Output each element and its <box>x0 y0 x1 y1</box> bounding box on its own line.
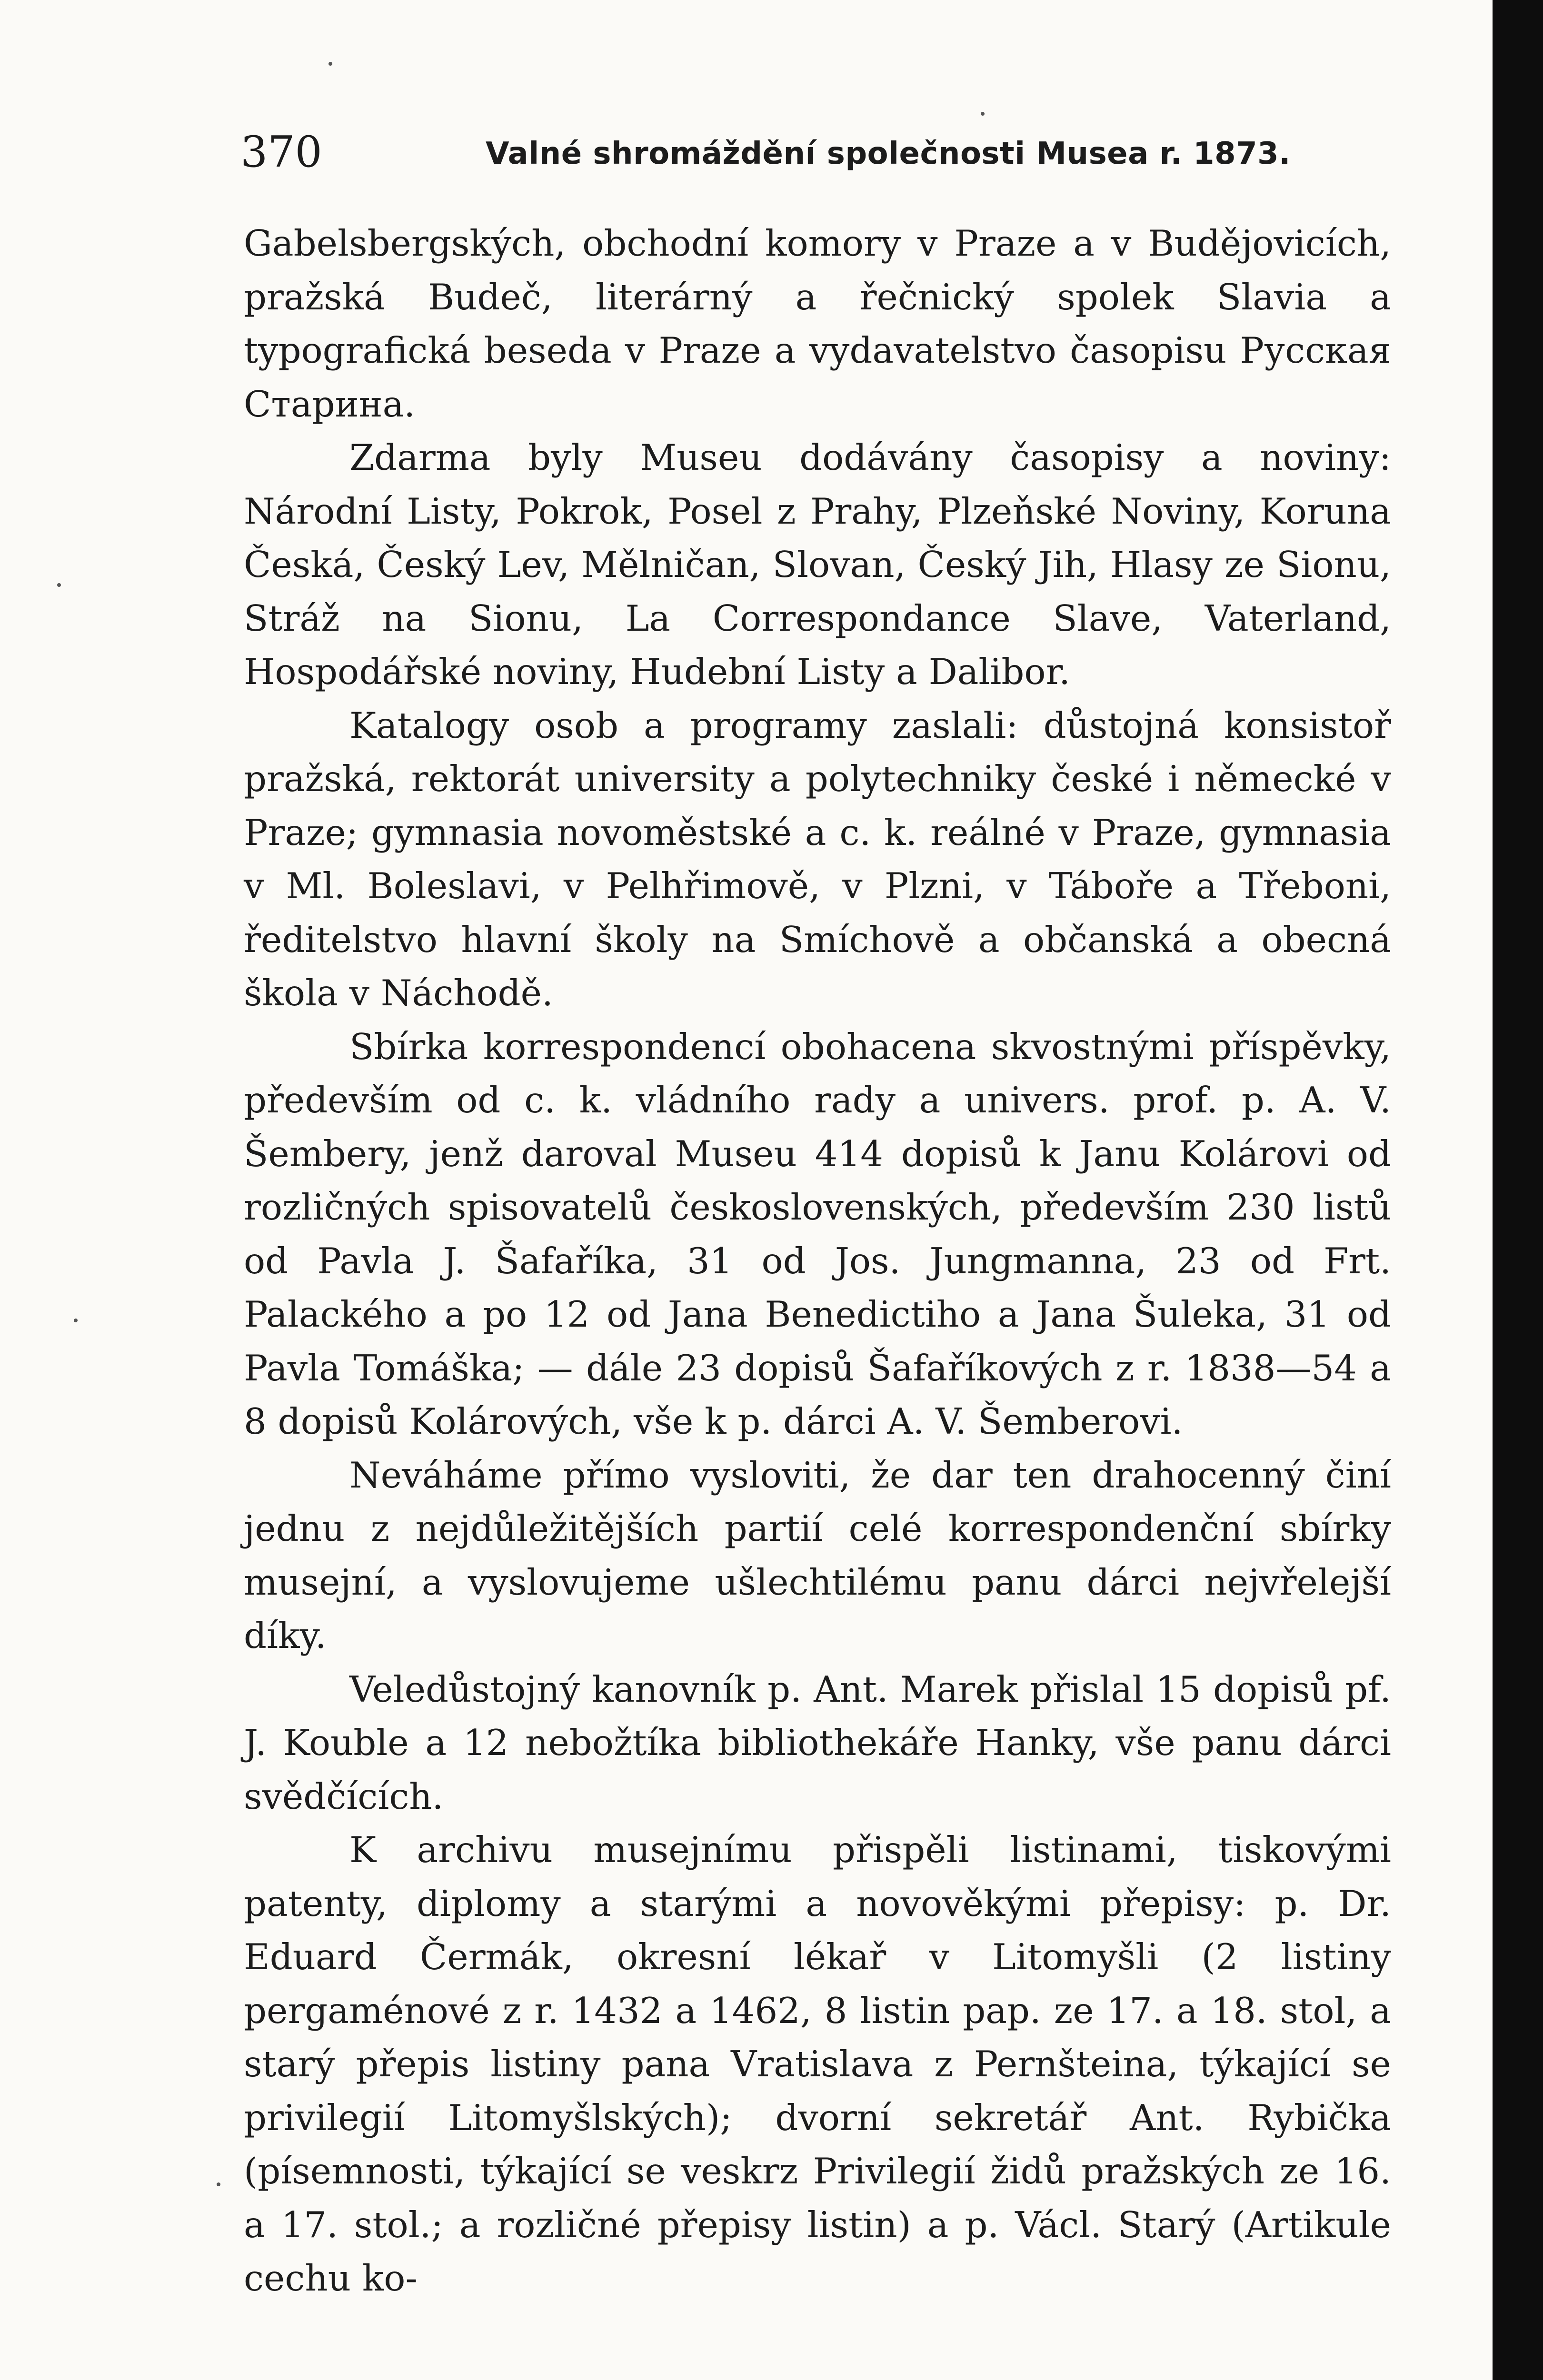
paragraph-6: Veledůstojný kanovník p. Ant. Marek přislal 15 dopisů pf. J. Kouble a 12 nebožtíka bibliothekáře Hanky, vše panu dárci svědčících. <box>244 1668 1391 1817</box>
paper-speck <box>329 62 332 66</box>
paragraph-7: K archivu musejnímu přispěli listinami, tiskovými patenty, diplomy a starými a novověkými přepisy: p. Dr. Eduard Čermák, okresní lékař v Litomyšli (2 listiny pergaménové z r. 1432 a 1462, 8 listin pap. ze 17. a 18. stol, a starý přepis listiny pana Vratislava z Pernšteina, týkající se privilegií Litomyšlských); dvorní sekretář Ant. Rybička (písemnosti, týkající se veskrz Privilegií židů pražských ze 16. a 17. stol.; a rozličné přepisy listin) a p. Václ. Starý (Artikule cechu ko- <box>244 1829 1391 2299</box>
page-header <box>240 119 1383 190</box>
page-number: 370 <box>240 127 322 177</box>
scan-edge <box>1493 0 1543 2380</box>
paper-speck <box>57 583 61 587</box>
paragraph-5: Neváháme přímo vysloviti, že dar ten drahocenný činí jednu z nejdůležitějších partií celé korrespondenční sbírky musejní, a vyslovujeme ušlechtilému panu dárci nejvřelejší díky. <box>244 1454 1391 1656</box>
paragraph-4: Sbírka korrespondencí obohacena skvostnými příspěvky, především od c. k. vládního rady a univers. prof. p. A. V. Šembery, jenž daroval Museu 414 dopisů k Janu Kolárovi od rozličných spisovatelů československých, především 230 listů od Pavla J. Šafaříka, 31 od Jos. Jungmanna, 23 od Frt. Palackého a po 12 od Jana Benedictiho a Jana Šuleka, 31 od Pavla Tomáška; — dále 23 dopisů Šafaříkových z r. 1838—54 a 8 dopisů Kolárových, vše k p. dárci A. V. Šemberovi. <box>244 1025 1391 1442</box>
running-title: Valné shromáždění společnosti Musea r. 1873. <box>486 136 1291 171</box>
paper-speck <box>74 1319 78 1322</box>
body-text <box>244 217 1391 2305</box>
paragraph-2: Zdarma byly Museu dodávány časopisy a noviny: Národní Listy, Pokrok, Posel z Prahy, Plzeňské Noviny, Koruna Česká, Český Lev, Mělničan, Slovan, Český Jih, Hlasy ze Sionu, Stráž na Sionu, La Correspondance Slave, Vaterland, Hospodářské noviny, Hudební Listy a Dalibor. <box>244 436 1391 693</box>
paragraph-3: Katalogy osob a programy zaslali: důstojná konsistoř pražská, rektorát university a polytechniky české i německé v Praze; gymnasia novoměstské a c. k. reálné v Praze, gymnasia v Ml. Boleslavi, v Pelhřimově, v Plzni, v Táboře a Třeboni, ředitelstvo hlavní školy na Smíchově a občanská a obecná škola v Náchodě. <box>244 704 1391 1014</box>
paper-speck <box>981 112 985 116</box>
paragraph-1: Gabelsbergských, obchodní komory v Praze a v Budějovicích, pražská Budeč, literárný a řečnický spolek Slavia a typografická beseda v Praze a vydavatelstvo časopisu Русская Старина. <box>244 222 1391 425</box>
paper-speck <box>217 2182 220 2186</box>
